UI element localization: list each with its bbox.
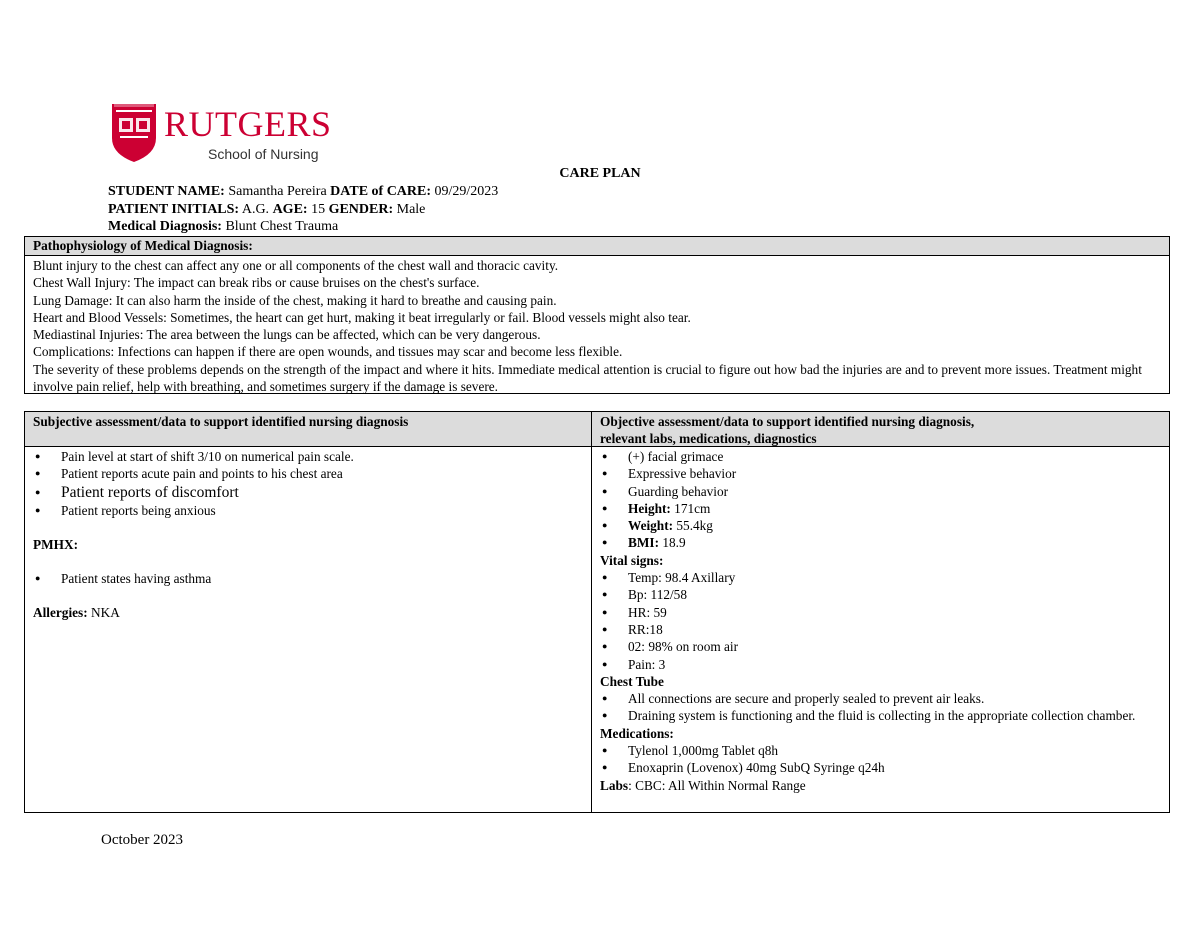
patho-line: Lung Damage: It can also harm the inside of the chest, making it hard to breathe and causing pain. [33, 292, 557, 308]
medication-item: ● Enoxaprin (Lovenox) 40mg SubQ Syringe q24h [600, 759, 1161, 776]
initials-label: PATIENT INITIALS: [108, 202, 240, 217]
subjective-cell [25, 447, 591, 623]
objective-heading [592, 412, 1169, 447]
chest-tube-label: Chest Tube [600, 673, 664, 689]
patho-line: Chest Wall Injury: The impact can break ribs or cause bruises on the chest's surface. [33, 275, 480, 291]
objective-column [592, 412, 1169, 812]
bmi-item: ● BMI: 18.9 [600, 534, 1161, 551]
subjective-heading: Subjective assessment/data to support identified nursing diagnosis [25, 412, 591, 447]
pmhx-item: ● Patient states having asthma [33, 570, 583, 587]
date-label: DATE of CARE: [330, 184, 432, 199]
objective-cell [592, 447, 1169, 795]
weight-item: ● Weight: 55.4kg [600, 517, 1161, 534]
subjective-column [25, 412, 592, 812]
subjective-item: ● Pain level at start of shift 3/10 on numerical pain scale. [33, 448, 583, 465]
finding-item: ● Guarding behavior [600, 483, 1161, 500]
labs-line [600, 777, 1161, 794]
objective-heading-line: relevant labs, medications, diagnostics [600, 431, 817, 446]
patient-age: 15 [311, 202, 326, 217]
vital-item: ● Temp: 98.4 Axillary [600, 569, 1161, 586]
medical-diagnosis: Blunt Chest Trauma [225, 219, 339, 234]
height-item: ● Height: 171cm [600, 500, 1161, 517]
vital-item: ● Bp: 112/58 [600, 586, 1161, 603]
labs-value: : CBC: All Within Normal Range [628, 777, 806, 793]
page-title: CARE PLAN [559, 166, 641, 181]
chest-tube-item: ● Draining system is functioning and the fluid is collecting in the appropriate collection chamber. [600, 707, 1161, 724]
student-name-label: STUDENT NAME: [108, 184, 225, 199]
patho-line: Mediastinal Injuries: The area between the lungs can be affected, which can be very dangerous. [33, 327, 541, 343]
diagnosis-label: Medical Diagnosis: [108, 219, 222, 234]
subjective-item: ● Patient reports of discomfort [33, 483, 583, 502]
pathophysiology-heading: Pathophysiology of Medical Diagnosis: [25, 237, 1169, 256]
student-line [108, 184, 498, 200]
chest-tube-item: ● All connections are secure and properly sealed to prevent air leaks. [600, 690, 1161, 707]
rutgers-logo [110, 98, 332, 166]
patient-line [108, 202, 425, 218]
patho-line: Heart and Blood Vessels: Sometimes, the heart can get hurt, making it beat irregularly or fail. Blood vessels might also tear. [33, 309, 691, 325]
allergies-line [33, 604, 583, 621]
patho-line: Blunt injury to the chest can affect any one or all components of the chest wall and thoracic cavity. [33, 258, 559, 273]
pmhx-label: PMHX: [33, 536, 79, 552]
pathophysiology-section [24, 236, 1170, 394]
student-name: Samantha Pereira [228, 184, 327, 199]
patho-line: The severity of these problems depends on the strength of the impact and where it hits. Immediate medical attention is crucial to figure out how bad the injuries are and to prevent more issues. Treatment might involve pain relief, help with breathing, and sometimes surgery if the damage is severe. [33, 361, 1142, 395]
logo-wordmark: RUTGERS [164, 104, 332, 144]
subjective-item: ● Patient reports being anxious [33, 502, 583, 519]
patient-initials: A.G. [241, 202, 270, 217]
finding-item: ● (+) facial grimace [600, 448, 1161, 465]
labs-label: Labs [600, 777, 629, 793]
assessment-table [24, 411, 1170, 813]
vital-item: ● RR:18 [600, 621, 1161, 638]
age-label: AGE: [272, 202, 308, 217]
patient-gender: Male [396, 202, 426, 217]
vitals-label: Vital signs: [600, 552, 664, 568]
medication-item: ● Tylenol 1,000mg Tablet q8h [600, 742, 1161, 759]
vital-item: ● Pain: 3 [600, 656, 1161, 673]
diagnosis-line [108, 219, 338, 235]
footer-date: October 2023 [101, 832, 184, 848]
gender-label: GENDER: [328, 202, 394, 217]
date-of-care: 09/29/2023 [434, 184, 499, 199]
pathophysiology-body [25, 256, 1169, 395]
objective-heading-line: Objective assessment/data to support identified nursing diagnosis, [600, 414, 975, 429]
logo-subtitle: School of Nursing [208, 146, 319, 162]
allergies-value: NKA [90, 605, 120, 621]
subjective-item: ● Patient reports acute pain and points to his chest area [33, 465, 583, 482]
medications-label: Medications: [600, 725, 674, 741]
vital-item: ● 02: 98% on room air [600, 638, 1161, 655]
vital-item: ● HR: 59 [600, 604, 1161, 621]
allergies-label: Allergies: [33, 605, 88, 621]
patho-line: Complications: Infections can happen if there are open wounds, and tissues may scar and become less flexible. [33, 344, 623, 360]
finding-item: ● Expressive behavior [600, 465, 1161, 482]
